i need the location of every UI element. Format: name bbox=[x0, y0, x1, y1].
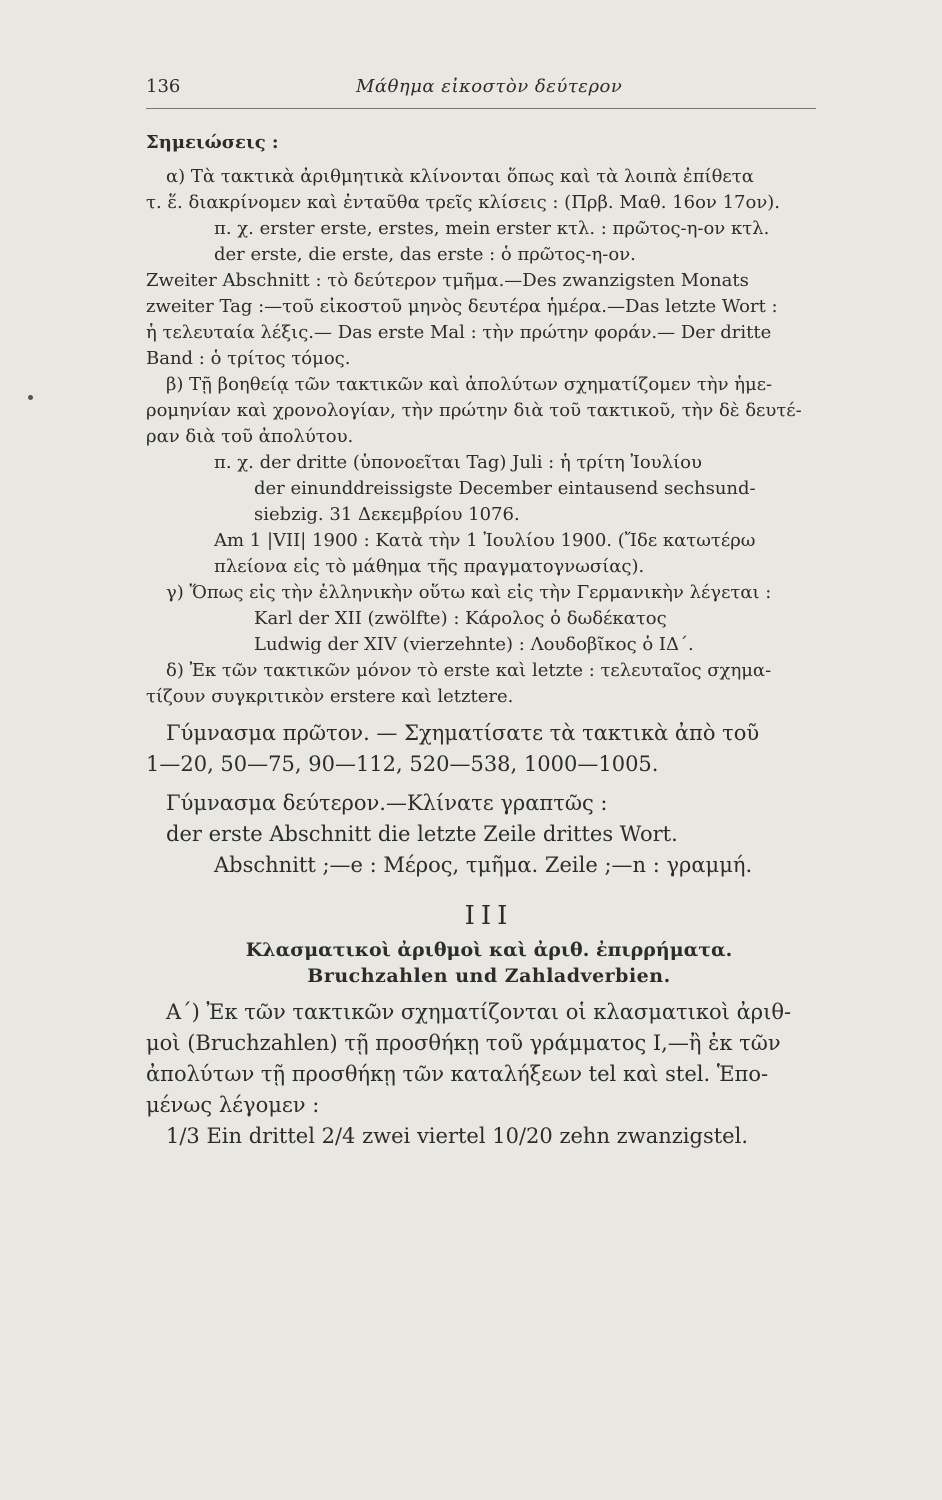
text-line: ραν διὰ τοῦ ἀπολύτου. bbox=[146, 426, 354, 447]
text-line: zweiter Tag :—τοῦ εἰκοστοῦ μηνὸς δευτέρα ἡμέρα.—Das letzte Wort : bbox=[146, 296, 778, 317]
text-line: Κλασματικοὶ ἀριθμοὶ καὶ ἀριθ. ἐπιρρήματα. bbox=[245, 939, 733, 961]
text-line: siebzig. 31 Δεκεμβρίου 1076. bbox=[254, 504, 520, 525]
line-gap bbox=[146, 989, 832, 997]
text-line: μοὶ (Bruchzahlen) τῇ προσθήκῃ τοῦ γράμματος I,—ἢ ἐκ τῶν bbox=[146, 1031, 781, 1055]
text-line: der einunddreissigste December eintausend sechsund- bbox=[254, 478, 756, 499]
text-line: 1—20, 50—75, 90—112, 520—538, 1000—1005. bbox=[146, 752, 659, 776]
text-line: Γύμνασμα δεύτερον.—Κλίνατε γραπτῶς : bbox=[166, 791, 608, 815]
text-line: Bruchzahlen und Zahladverbien. bbox=[307, 965, 671, 987]
text-line: Ludwig der XIV (vierzehnte) : Λουδοβῖκος ὁ ΙΔ΄. bbox=[254, 634, 694, 655]
line-gap bbox=[146, 881, 832, 895]
header-rule bbox=[146, 108, 816, 109]
text-line: τίζουν συγκριτικὸν erstere καὶ letztere. bbox=[146, 686, 514, 707]
text-line: ρομηνίαν καὶ χρονολογίαν, τὴν πρώτην διὰ τοῦ τακτικοῦ, τὴν δὲ δευτέ- bbox=[146, 400, 802, 421]
text-line: III bbox=[464, 901, 514, 931]
line-gap bbox=[146, 710, 832, 718]
text-line: ἀπολύτων τῇ προσθήκῃ τῶν καταλήξεων tel καὶ stel. Ἑπο- bbox=[146, 1062, 769, 1086]
text-line: μένως λέγομεν : bbox=[146, 1093, 320, 1117]
text-line: Am 1 |VII| 1900 : Κατὰ τὴν 1 Ἰουλίου 1900. (Ἴδε κατωτέρω bbox=[214, 530, 756, 551]
text-line: ἡ τελευταία λέξις.— Das erste Mal : τὴν πρώτην φοράν.— Der dritte bbox=[146, 322, 772, 343]
margin-dot bbox=[28, 395, 33, 400]
text-line: der erste Abschnitt die letzte Zeile drittes Wort. bbox=[166, 822, 678, 846]
text-line: β) Τῇ βοηθείᾳ τῶν τακτικῶν καὶ ἀπολύτων σχηματίζομεν τὴν ἡμε- bbox=[166, 374, 773, 395]
line-gap bbox=[146, 156, 832, 164]
text-line: δ) Ἐκ τῶν τακτικῶν μόνον τὸ erste καὶ letzte : τελευταῖος σχημα- bbox=[166, 660, 772, 681]
text-line: π. χ. der dritte (ὑπονοεῖται Tag) Juli : ἡ τρίτη Ἰουλίου bbox=[214, 452, 702, 473]
text-line: 1/3 Ein drittel 2/4 zwei viertel 10/20 zehn zwanzigstel. bbox=[166, 1124, 749, 1148]
text-line: Γύμνασμα πρῶτον. — Σχηματίσατε τὰ τακτικὰ ἀπὸ τοῦ bbox=[166, 721, 760, 745]
page-body bbox=[146, 130, 832, 1152]
text-line: α) Τὰ τακτικὰ ἀριθμητικὰ κλίνονται ὅπως καὶ τὰ λοιπὰ ἐπίθετα bbox=[166, 166, 754, 187]
text-line: Band : ὁ τρίτος τόμος. bbox=[146, 348, 351, 369]
text-line: γ) Ὅπως εἰς τὴν ἑλληνικὴν οὕτω καὶ εἰς τὴν Γερμανικὴν λέγεται : bbox=[166, 582, 772, 603]
text-line: Σημειώσεις : bbox=[146, 132, 279, 153]
page-header bbox=[146, 76, 816, 102]
text-line: der erste, die erste, das erste : ὁ πρῶτος-η-ον. bbox=[214, 244, 636, 265]
page-number: 136 bbox=[146, 76, 181, 97]
text-line: Zweiter Abschnitt : τὸ δεύτερον τμῆμα.—Des zwanzigsten Monats bbox=[146, 270, 749, 291]
running-title: Μάθημα εἰκοστὸν δεύτερον bbox=[356, 76, 623, 97]
text-line: π. χ. erster erste, erstes, mein erster κτλ. : πρῶτος-η-ον κτλ. bbox=[214, 218, 770, 239]
text-line: τ. ἕ. διακρίνομεν καὶ ἐνταῦθα τρεῖς κλίσεις : (Πρβ. Μαθ. 16ον 17ον). bbox=[146, 192, 781, 213]
text-line: Karl der XII (zwölfte) : Κάρολος ὁ δωδέκατος bbox=[254, 608, 667, 629]
text-line: Abschnitt ;—e : Μέρος, τμῆμα. Zeile ;—n : γραμμή. bbox=[214, 853, 753, 877]
text-line: πλείονα εἰς τὸ μάθημα τῆς πραγματογνωσίας). bbox=[214, 556, 645, 577]
line-gap bbox=[146, 780, 832, 788]
text-line: Α΄) Ἐκ τῶν τακτικῶν σχηματίζονται οἱ κλασματικοὶ ἀριθ- bbox=[166, 1000, 792, 1024]
